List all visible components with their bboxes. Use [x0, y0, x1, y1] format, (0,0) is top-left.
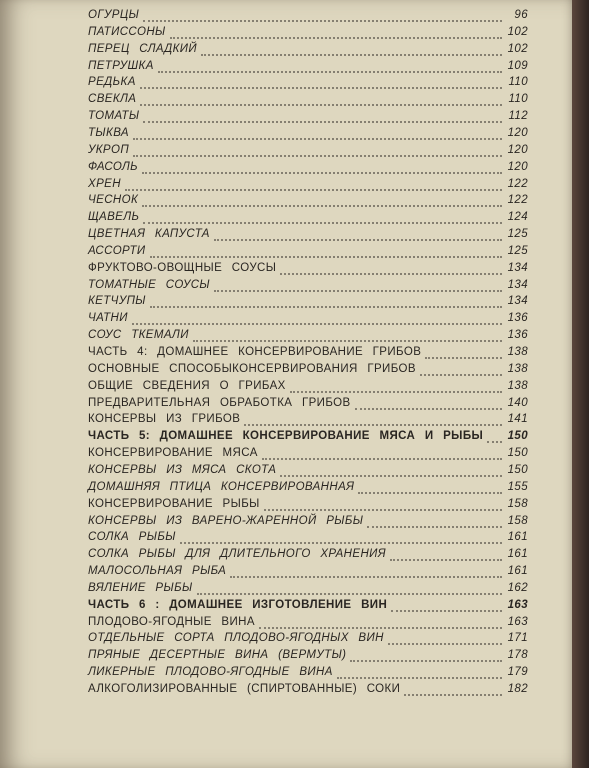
dot-leader — [140, 86, 502, 89]
toc-entry-title: ЧАСТЬ 5: ДОМАШНЕЕ КОНСЕРВИРОВАНИЕ МЯСА И РЫБЫ — [88, 430, 484, 443]
toc-entry — [88, 632, 528, 649]
toc-entry-title: ЩАВЕЛЬ — [88, 211, 140, 224]
toc-entry — [88, 93, 528, 110]
toc-entry — [88, 211, 528, 228]
toc-entry-title: АЛКОГОЛИЗИРОВАННЫЕ (СПИРТОВАННЫЕ) СОКИ — [88, 683, 401, 695]
toc-entry-title: ФРУКТОВО-ОВОЩНЫЕ СОУСЫ — [88, 261, 277, 274]
toc-entry-page-number: 158 — [507, 514, 528, 527]
toc-entry — [88, 76, 528, 93]
dot-leader — [391, 609, 502, 612]
dot-leader — [143, 19, 502, 22]
toc-entry — [88, 380, 528, 397]
toc-entry — [88, 144, 528, 161]
toc-entry-title: СОУС ТКЕМАЛИ — [88, 329, 189, 342]
toc-entry-title: ЦВЕТНАЯ КАПУСТА — [88, 228, 210, 241]
dot-leader — [142, 204, 502, 207]
dot-leader — [350, 659, 502, 662]
toc-entry-page-number: 179 — [507, 666, 528, 679]
toc-entry-page-number: 110 — [508, 76, 528, 89]
toc-entry-page-number: 134 — [507, 261, 528, 274]
dot-leader — [150, 305, 502, 308]
dot-leader — [180, 541, 502, 544]
toc-entry-page-number: 138 — [507, 346, 528, 358]
toc-entry — [88, 515, 528, 532]
toc-entry — [88, 26, 528, 43]
dot-leader — [420, 373, 502, 376]
toc-entry — [88, 245, 528, 262]
toc-entry — [88, 548, 528, 565]
toc-entry-page-number: 150 — [507, 430, 528, 443]
toc-entry — [88, 312, 528, 329]
toc-entry — [88, 110, 528, 127]
dot-leader — [133, 154, 502, 157]
toc-entry — [88, 498, 528, 515]
dot-leader — [388, 642, 502, 645]
toc-entry-page-number: 112 — [508, 110, 528, 123]
dot-leader — [142, 171, 502, 174]
dot-leader — [355, 407, 502, 410]
dot-leader — [201, 53, 502, 56]
toc-entry-title: ЛИКЕРНЫЕ ПЛОДОВО-ЯГОДНЫЕ ВИНА — [88, 666, 333, 679]
toc-entry — [88, 582, 528, 599]
toc-entry-page-number: 120 — [507, 143, 528, 156]
toc-entry-page-number: 161 — [507, 531, 528, 544]
dot-leader — [358, 491, 502, 494]
toc-entry-page-number: 140 — [507, 396, 528, 409]
toc-entry-title: ЧАСТЬ 6 : ДОМАШНЕЕ ИЗГОТОВЛЕНИЕ ВИН — [88, 598, 388, 611]
toc-entry-page-number: 161 — [507, 548, 528, 561]
toc-entry-page-number: 163 — [507, 615, 528, 628]
toc-entry — [88, 531, 528, 548]
toc-entry-page-number: 122 — [507, 177, 528, 190]
toc-entry-title: ДОМАШНЯЯ ПТИЦА КОНСЕРВИРОВАННАЯ — [88, 480, 355, 493]
dot-leader — [390, 558, 502, 561]
toc-entry-page-number: 134 — [507, 278, 528, 291]
toc-entry — [88, 178, 528, 195]
toc-entry-page-number: 178 — [507, 649, 528, 662]
toc-entry-title: КОНСЕРВЫ ИЗ МЯСА СКОТА — [88, 463, 277, 476]
toc-entry — [88, 649, 528, 666]
dot-leader — [280, 474, 502, 477]
dot-leader — [290, 390, 502, 393]
toc-entry-page-number: 110 — [508, 93, 528, 106]
dot-leader — [487, 440, 502, 443]
dot-leader — [425, 356, 502, 359]
toc-entry — [88, 194, 528, 211]
toc-entry — [88, 481, 528, 498]
toc-entry — [88, 228, 528, 245]
toc-entry-title: ЧАТНИ — [88, 312, 128, 325]
toc-entry-page-number: 136 — [507, 329, 528, 342]
toc-entry — [88, 464, 528, 481]
toc-entry-page-number: 141 — [507, 413, 528, 426]
toc-entry-page-number: 102 — [507, 42, 528, 55]
toc-entry — [88, 346, 528, 363]
toc-entry — [88, 161, 528, 178]
toc-entry-page-number: 138 — [507, 362, 528, 375]
toc-entry-title: ЧАСТЬ 4: ДОМАШНЕЕ КОНСЕРВИРОВАНИЕ ГРИБОВ — [88, 346, 422, 358]
toc-entry — [88, 413, 528, 430]
dot-leader — [158, 70, 502, 73]
toc-entry-title: ХРЕН — [88, 177, 121, 190]
dot-leader — [259, 626, 502, 629]
toc-entry-title: ПАТИССОНЫ — [88, 25, 166, 38]
toc-entry-page-number: 120 — [507, 126, 528, 139]
toc-entry-title: КОНСЕРВЫ ИЗ ГРИБОВ — [88, 413, 241, 426]
toc-entry-page-number: 138 — [507, 379, 528, 392]
toc-entry-title: ПЕРЕЦ СЛАДКИЙ — [88, 42, 198, 55]
toc-entry-page-number: 161 — [507, 565, 528, 578]
toc-entry-title: ОБЩИЕ СВЕДЕНИЯ О ГРИБАХ — [88, 379, 286, 392]
toc-entry-page-number: 150 — [507, 447, 528, 460]
toc-entry-title: ТОМАТЫ — [88, 110, 140, 123]
toc-entry-title: ВЯЛЕНИЕ РЫБЫ — [88, 581, 193, 594]
toc-entry — [88, 397, 528, 414]
toc-entry — [88, 430, 528, 447]
dot-leader — [214, 289, 502, 292]
toc-entry-page-number: 102 — [507, 25, 528, 38]
toc-entry-title: СОЛКА РЫБЫ ДЛЯ ДЛИТЕЛЬНОГО ХРАНЕНИЯ — [88, 548, 387, 561]
toc-entry-title: КОНСЕРВИРОВАНИЕ МЯСА — [88, 447, 258, 460]
dot-leader — [133, 137, 502, 140]
toc-entry-page-number: 96 — [514, 9, 528, 21]
dot-leader — [197, 592, 502, 595]
toc-entry-title: СОЛКА РЫБЫ — [88, 531, 176, 544]
toc-entry-page-number: 125 — [507, 244, 528, 257]
toc-entry-title: ЧЕСНОК — [88, 194, 139, 207]
dot-leader — [125, 188, 502, 191]
toc-entry-title: ПРЯНЫЕ ДЕСЕРТНЫЕ ВИНА (ВЕРМУТЫ) — [88, 649, 347, 662]
toc-entry-title: ТЫКВА — [88, 126, 129, 139]
dot-leader — [244, 423, 502, 426]
toc-entry — [88, 565, 528, 582]
toc-entry-title: ПЛОДОВО-ЯГОДНЫЕ ВИНА — [88, 615, 255, 628]
dot-leader — [404, 693, 502, 696]
toc-entry-page-number: 120 — [507, 160, 528, 173]
toc-entry-title: УКРОП — [88, 143, 130, 156]
toc-entry — [88, 329, 528, 346]
dot-leader — [367, 525, 502, 528]
dot-leader — [150, 255, 502, 258]
book-spine-edge — [572, 0, 589, 768]
toc-entry — [88, 683, 528, 700]
toc-entry-title: РЕДЬКА — [88, 76, 136, 89]
toc-entry-title: ПРЕДВАРИТЕЛЬНАЯ ОБРАБОТКА ГРИБОВ — [88, 396, 351, 409]
dot-leader — [230, 575, 502, 578]
dot-leader — [280, 272, 502, 275]
toc-entry-title: МАЛОСОЛЬНАЯ РЫБА — [88, 565, 227, 578]
toc-entry-page-number: 182 — [507, 683, 528, 695]
dot-leader — [170, 36, 502, 39]
toc-entry-page-number: 158 — [507, 497, 528, 510]
dot-leader — [337, 676, 502, 679]
toc-entry-title: ПЕТРУШКА — [88, 59, 154, 72]
toc-entry — [88, 616, 528, 633]
toc-entry-page-number: 109 — [507, 59, 528, 72]
toc-entry-title: ФАСОЛЬ — [88, 160, 139, 173]
dot-leader — [262, 457, 502, 460]
toc-entry — [88, 295, 528, 312]
toc-entry — [88, 279, 528, 296]
dot-leader — [214, 238, 502, 241]
toc-entry — [88, 127, 528, 144]
toc-entry-page-number: 122 — [507, 194, 528, 207]
toc-entry — [88, 599, 528, 616]
toc-entry — [88, 363, 528, 380]
toc-entry-title: ОГУРЦЫ — [88, 9, 140, 21]
toc-entry-page-number: 136 — [507, 312, 528, 325]
toc-entry-title: ТОМАТНЫЕ СОУСЫ — [88, 278, 211, 291]
toc-entry-page-number: 171 — [507, 632, 528, 645]
toc-entry — [88, 262, 528, 279]
toc-entry — [88, 666, 528, 683]
dot-leader — [193, 339, 502, 342]
dot-leader — [264, 508, 502, 511]
toc-entry-page-number: 163 — [507, 598, 528, 611]
toc-entry-title: ОСНОВНЫЕ СПОСОБЫКОНСЕРВИРОВАНИЯ ГРИБОВ — [88, 362, 416, 375]
toc-entry-page-number: 134 — [507, 295, 528, 308]
toc-entry-page-number: 162 — [507, 581, 528, 594]
dot-leader — [132, 322, 502, 325]
toc-entry-title: СВЕКЛА — [88, 93, 137, 106]
toc-entry — [88, 447, 528, 464]
toc-entry-page-number: 124 — [507, 211, 528, 224]
toc-entry-title: КЕТЧУПЫ — [88, 295, 146, 308]
toc-entry — [88, 9, 528, 26]
toc-entry-page-number: 155 — [507, 480, 528, 493]
toc-entry — [88, 43, 528, 60]
toc-entry-page-number: 150 — [507, 463, 528, 476]
dot-leader — [143, 221, 502, 224]
toc-entry-title: КОНСЕРВЫ ИЗ ВАРЕНО-ЖАРЕННОЙ РЫБЫ — [88, 514, 364, 527]
toc-entry-page-number: 125 — [507, 228, 528, 241]
toc-entry-title: АССОРТИ — [88, 244, 146, 257]
dot-leader — [140, 103, 502, 106]
toc-entry-title: КОНСЕРВИРОВАНИЕ РЫБЫ — [88, 497, 260, 510]
dot-leader — [143, 120, 502, 123]
toc-entry-title: ОТДЕЛЬНЫЕ СОРТА ПЛОДОВО-ЯГОДНЫХ ВИН — [88, 632, 384, 645]
toc-entry — [88, 60, 528, 77]
